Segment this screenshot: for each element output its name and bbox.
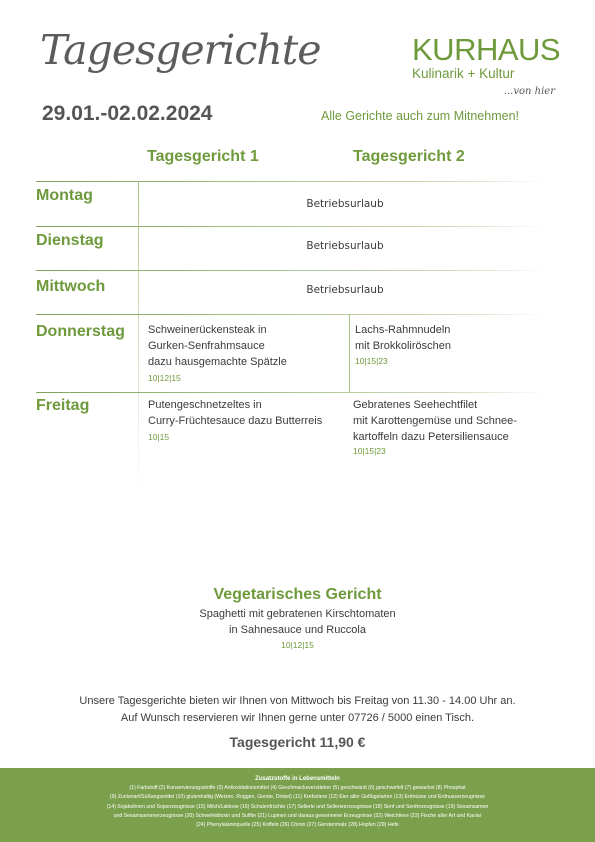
day-label-tuesday: Dienstag <box>36 232 104 249</box>
column-header-dish-2: Tagesgericht 2 <box>353 148 465 165</box>
row-divider <box>36 226 546 227</box>
allergen-codes-friday-1: 10|15 <box>148 432 170 442</box>
additives-footer <box>0 768 595 842</box>
dish-line: mit Brokkoliröschen <box>355 340 451 352</box>
day-label-monday: Montag <box>36 187 93 204</box>
closed-note-monday: Betriebsurlaub <box>306 198 384 210</box>
logo-sub-text: Kulinarik + Kultur <box>412 66 515 81</box>
dish-line: Lachs-Rahmnudeln <box>355 324 451 336</box>
page-title: Tagesgerichte <box>40 26 321 74</box>
dish-line: Gurken-Senfrahmsauce <box>148 340 265 352</box>
closed-note-tuesday: Betriebsurlaub <box>306 240 384 252</box>
dish-thursday-2 <box>355 322 451 354</box>
vegetarian-dish-line: in Sahnesauce und Ruccola <box>229 624 366 636</box>
vegetarian-dish-line: Spaghetti mit gebratenen Kirschtomaten <box>199 608 396 620</box>
additives-line: und Sesamsamenerzeugnisse (20) Schwefeldioxin und Sulfite (21) Lupinen und daraus gewonnene Erzeugnisse (22) Weichtiere (23) Fische aller Art und Kaviar <box>113 812 482 819</box>
column-divider-thursday <box>349 314 350 392</box>
day-label-friday: Freitag <box>36 397 90 414</box>
column-divider <box>138 181 139 497</box>
allergen-codes-thursday-2: 10|15|23 <box>355 356 388 366</box>
service-hours-note: Unsere Tagesgerichte bieten wir Ihnen von Mittwoch bis Freitag von 11.30 - 14.00 Uhr an. <box>79 695 516 707</box>
allergen-codes-friday-2: 10|15|23 <box>353 446 386 456</box>
day-label-wednesday: Mittwoch <box>36 278 106 295</box>
dish-line: mit Karottengemüse und Schnee- <box>353 415 517 427</box>
day-label-thursday: Donnerstag <box>36 323 125 340</box>
logo-main-text: KURHAUS <box>412 32 561 67</box>
reservation-note: Auf Wunsch reservieren wir Ihnen gerne unter 07726 / 5000 einen Tisch. <box>120 712 475 724</box>
dish-line: kartoffeln dazu Petersiliensauce <box>353 431 509 443</box>
takeaway-note: Alle Gerichte auch zum Mitnehmen! <box>321 109 520 123</box>
row-divider <box>36 392 546 393</box>
allergen-codes-thursday-1: 10|12|15 <box>148 373 181 383</box>
date-range: 29.01.-02.02.2024 <box>42 102 213 125</box>
additives-line: (24) Phenylalaninquelle (25) Koffein (26) Chinin (27) Gerstenmalz (28) Hopfen (29) Hefe <box>196 822 399 829</box>
dish-line: Putengeschnetzeltes in <box>148 399 262 411</box>
dish-line: dazu hausgemachte Spätzle <box>148 356 287 368</box>
closed-note-wednesday: Betriebsurlaub <box>306 284 384 296</box>
row-divider <box>36 270 546 271</box>
additives-line: (14) Sojabohnen und Sojaerzeugnisse (15) Milch/Laktose (16) Schalenfrüchte (17) Sellerie und Sellerieerzeugnisse (18) Senf und Senferzeugnisse (19) Sesamsamen <box>106 803 489 810</box>
dish-friday-1 <box>148 397 322 429</box>
additives-title: Zusatzstoffe in Lebensmitteln <box>255 776 340 782</box>
dish-line: Schweinerückensteak in <box>148 324 267 336</box>
dish-friday-2 <box>353 397 517 445</box>
dish-line: Gebratenes Seehechtfilet <box>353 399 478 411</box>
logo-tagline: ...von hier <box>503 86 555 97</box>
kurhaus-logo <box>412 32 561 104</box>
additives-line: (1) Farbstoff (2) Konservierungsstoffe (3) Antioxidationsmittel (4) Geschmacksverstärker (5) geschwärzt (6) geschwefelt (7) gewachst (8) Phosphat <box>129 785 466 791</box>
vegetarian-allergen-codes: 10|12|15 <box>281 640 314 650</box>
dish-thursday-1 <box>148 322 287 370</box>
dish-line: Curry-Früchtesauce dazu Butterreis <box>148 415 323 427</box>
additives-line: (9) Zuckerart/Süßungsmittel (10) glutenhaltig (Weizen, Roggen, Gerste, Dinkel) (11) Krebstiere (12) Eier aller Geflügelarten (13) Erdnüsse und Erdnusserzeugnisse <box>110 794 485 801</box>
column-header-dish-1: Tagesgericht 1 <box>147 148 259 165</box>
vegetarian-title: Vegetarisches Gericht <box>213 586 382 603</box>
row-divider <box>36 181 546 182</box>
row-divider <box>36 314 546 315</box>
price-label: Tagesgericht 11,90 € <box>229 734 366 750</box>
